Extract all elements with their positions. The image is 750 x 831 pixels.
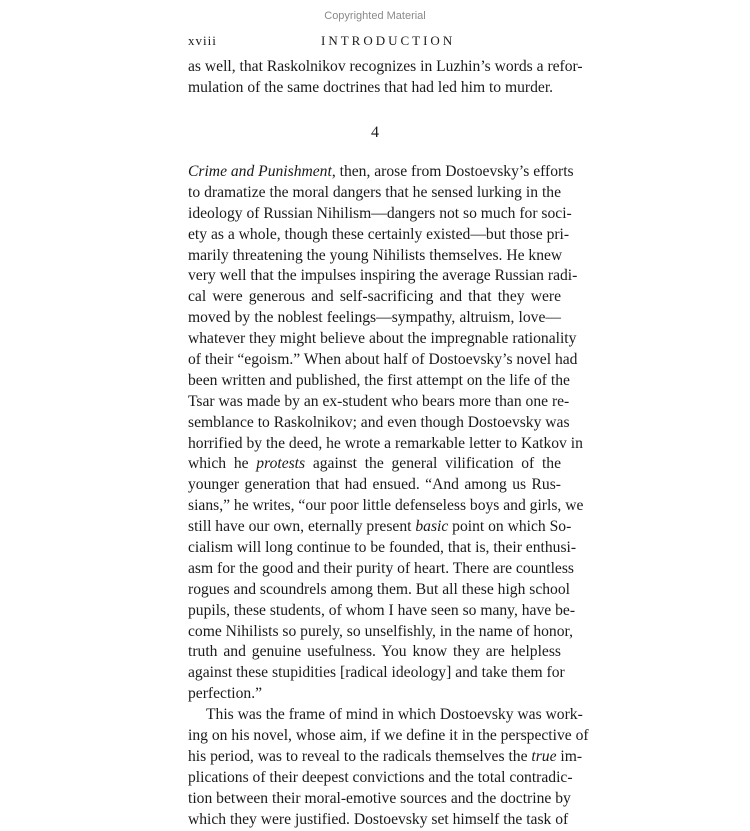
text-line <box>188 266 578 287</box>
italic-run: protests <box>256 455 306 473</box>
paragraph-continuation <box>188 57 583 99</box>
text-run: cal were generous and self-sacrificing and that they were <box>188 288 561 306</box>
text-run: tion between their moral-emotive sources and the doctrine by <box>188 789 571 807</box>
text-line <box>188 413 570 434</box>
page-folio: xviii <box>188 33 217 48</box>
text-run: which he <box>188 455 257 473</box>
chapter-title: INTRODUCTION <box>321 33 456 48</box>
italic-run: Crime and Punishment <box>188 163 332 180</box>
text-line <box>188 684 561 705</box>
section-number: 4 <box>371 124 379 141</box>
text-line <box>188 496 584 517</box>
text-run: moved by the noblest feelings—sympathy, altruism, love— <box>188 309 561 327</box>
text-line <box>188 308 561 329</box>
text-run: still have our own, eternally present <box>188 518 416 536</box>
text-run: ing on his novel, whose aim, if we define it in the perspective of <box>188 727 589 745</box>
text-line <box>188 538 577 559</box>
copyright-watermark: Copyrighted Material <box>324 10 426 22</box>
text-run: ideology of Russian Nihilism—dangers not so much for soci- <box>188 204 572 222</box>
text-line <box>188 517 572 538</box>
text-line <box>188 622 573 643</box>
text-line <box>188 726 589 747</box>
text-line <box>188 475 561 496</box>
text-line <box>188 663 565 684</box>
text-run: truth and genuine usefulness. You know they are helpless <box>188 643 561 661</box>
text-run: pupils, these students, of whom I have seen so many, have be- <box>188 601 576 619</box>
text-run: asm for the good and their purity of heart. There are countless <box>188 559 574 577</box>
text-run: marily threatening the young Nihilists themselves. He knew <box>188 246 563 264</box>
text-line <box>188 183 561 204</box>
italic-run: true <box>531 747 557 765</box>
italic-run: basic <box>415 518 449 536</box>
text-line: mulation of the same doctrines that had led him to murder. <box>188 78 554 96</box>
text-line <box>188 642 561 663</box>
text-line <box>188 580 570 601</box>
text-line: as well, that Raskolnikov recognizes in Luzhin’s words a refor- <box>188 58 583 75</box>
text-run: which they were justified. Dostoevsky set himself the task of <box>188 810 569 828</box>
text-run: younger generation that had ensued. “And among us Rus- <box>188 476 561 494</box>
text-run: whatever they might believe about the impregnable rationality <box>188 330 577 348</box>
text-run: ety as a whole, though these certainly existed—but those pri- <box>188 225 570 243</box>
text-line <box>188 392 570 413</box>
text-run: to dramatize the moral dangers that he sensed lurking in the <box>188 183 561 201</box>
text-run: against these stupidities [radical ideology] and take them for <box>188 664 565 682</box>
text-line <box>188 162 574 183</box>
text-line <box>188 246 561 267</box>
text-line <box>188 329 577 350</box>
text-line <box>188 559 574 580</box>
text-run: horrified by the deed, he wrote a remarkable letter to Katkov in <box>188 434 583 452</box>
text-line <box>188 287 561 308</box>
text-run: against the general vilification of the <box>305 455 561 473</box>
text-line <box>188 768 573 789</box>
text-line <box>188 601 576 622</box>
body-text <box>188 162 589 831</box>
text-run: cialism will long continue to be founded, that is, their enthusi- <box>188 539 577 557</box>
text-run: sians,” he writes, “our poor little defenseless boys and girls, we <box>188 497 584 515</box>
text-run: Tsar was made by an ex-student who bears more than one re- <box>188 392 570 410</box>
text-line <box>188 454 561 475</box>
text-line <box>188 350 578 371</box>
text-run: point on which So- <box>448 518 572 536</box>
text-line <box>188 225 570 246</box>
text-run: plications of their deepest convictions and the total contradic- <box>188 768 573 786</box>
text-run: his period, was to reveal to the radicals themselves the <box>188 747 532 765</box>
text-line <box>188 747 583 768</box>
text-line <box>188 810 569 831</box>
text-run: , then, arose from Dostoevsky’s efforts <box>331 163 574 180</box>
text-run: semblance to Raskolnikov; and even though Dostoevsky was <box>188 413 570 431</box>
text-run: rogues and scoundrels among them. But all these high school <box>188 580 570 598</box>
text-line <box>188 371 570 392</box>
text-run: been written and published, the first attempt on the life of the <box>188 371 570 389</box>
text-line <box>188 434 583 455</box>
text-run: very well that the impulses inspiring the average Russian radi- <box>188 267 578 285</box>
text-line <box>188 789 571 810</box>
text-run: come Nihilists so purely, so unselfishly, in the name of honor, <box>188 622 573 640</box>
text-line <box>188 204 572 225</box>
text-run: im- <box>556 747 583 765</box>
text-run: of their “egoism.” When about half of Dostoevsky’s novel had <box>188 351 578 369</box>
text-run: perfection.” <box>188 685 263 703</box>
text-run: This was the frame of mind in which Dostoevsky was work- <box>206 706 583 724</box>
text-line <box>188 705 583 726</box>
